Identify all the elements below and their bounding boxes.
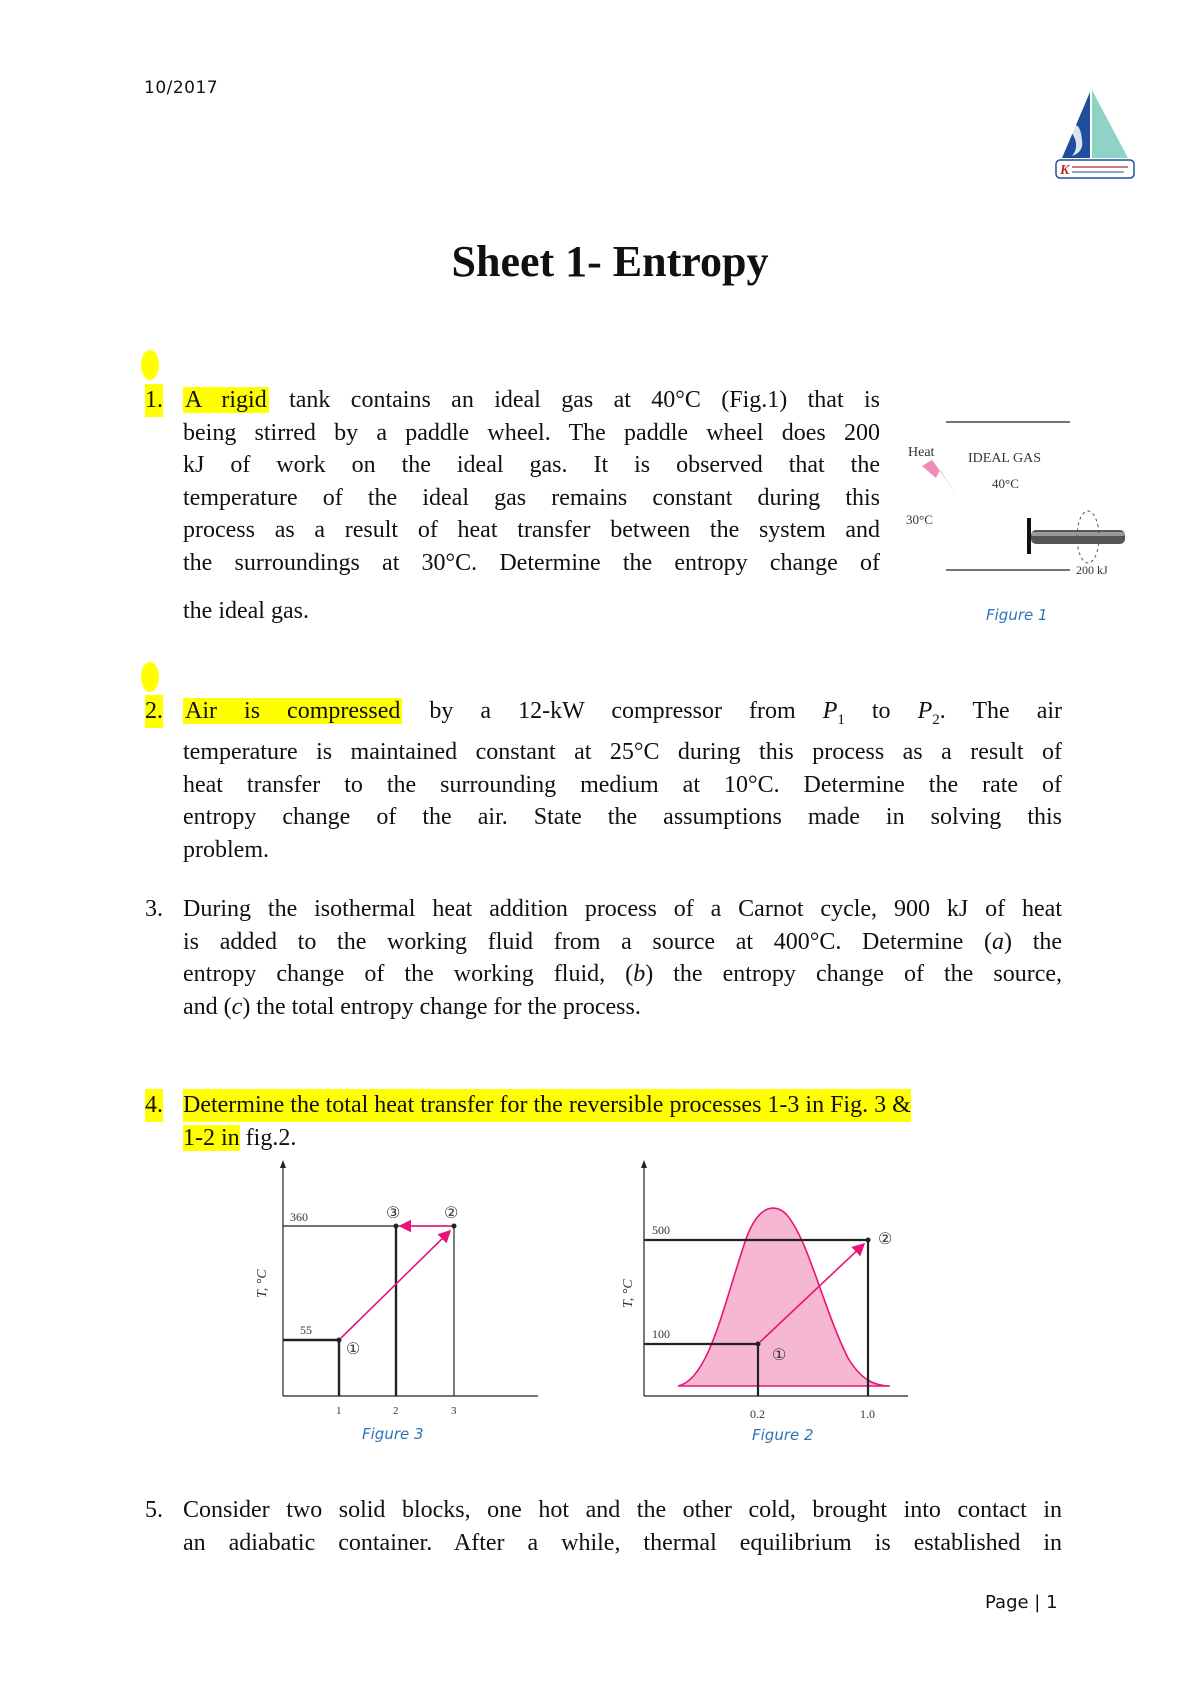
- question-line: the ideal gas.: [183, 598, 309, 624]
- variable-p: P: [917, 698, 933, 724]
- highlighted-text: A rigid: [185, 387, 267, 413]
- tick-label-500: 500: [652, 1223, 670, 1237]
- text-segment: ) the: [1004, 928, 1063, 955]
- question-number: 5.: [145, 1497, 163, 1523]
- question-line-highlighted: Determine the total heat transfer for the reversible processes 1-3 in Fig. 3 &: [183, 1089, 911, 1122]
- subscript: 2: [932, 711, 940, 728]
- tick-label-s1: 1: [336, 1405, 342, 1417]
- page-number: Page | 1: [985, 1592, 1058, 1613]
- question-line: heat transfer to the surrounding medium at 10°C. Determine the rate of: [183, 771, 1062, 798]
- state-2-label: ②: [878, 1231, 893, 1248]
- heat-label: Heat: [908, 445, 935, 460]
- institution-logo: [1052, 88, 1138, 188]
- subscript: 1: [837, 711, 845, 728]
- highlight-marker-q1: [141, 350, 159, 380]
- tick-label-s2: 2: [393, 1405, 399, 1417]
- figure-2-diagram: [608, 1158, 918, 1418]
- text-segment: ) the entropy change of the source,: [645, 961, 1062, 987]
- text-segment: ) the total entropy change for the process.: [242, 993, 641, 1020]
- question-line: [183, 926, 1062, 959]
- tick-label-1.0: 1.0: [860, 1407, 875, 1418]
- figure-3-caption: Figure 3: [362, 1425, 424, 1443]
- question-line: process as a result of heat transfer between the system and: [183, 517, 880, 543]
- question-number: 3.: [145, 896, 163, 922]
- sheet-title: Sheet 1- Entropy: [451, 237, 769, 286]
- figure-1-caption: Figure 1: [986, 606, 1048, 624]
- state-1-label: ①: [772, 1347, 787, 1364]
- part-label: c: [231, 993, 243, 1020]
- surroundings-temp-label: 30°C: [906, 512, 933, 527]
- text-segment: tank contains an ideal gas at 40°C (Fig.1) that is: [289, 387, 881, 413]
- question-line: problem.: [183, 836, 269, 863]
- tick-label-55: 55: [300, 1323, 312, 1337]
- tick-label-0.2: 0.2: [750, 1407, 765, 1418]
- question-number: 1.: [145, 384, 163, 417]
- question-line: During the isothermal heat addition process of a Carnot cycle, 900 kJ of heat: [183, 896, 1062, 922]
- question-line: the surroundings at 30°C. Determine the entropy change of: [183, 549, 880, 576]
- question-line: temperature of the ideal gas remains constant during this: [183, 484, 880, 511]
- text-segment: by a 12-kW compressor from: [429, 698, 796, 724]
- question-line: entropy change of the air. State the assumptions made in solving this: [183, 804, 1062, 831]
- variable-p: P: [822, 698, 838, 724]
- question-2: [145, 695, 1063, 866]
- highlighted-text: 1-2 in: [183, 1124, 240, 1151]
- question-number: 4.: [145, 1089, 163, 1122]
- question-3: [145, 893, 1063, 1023]
- question-line: Consider two solid blocks, one hot and the other cold, brought into contact in: [183, 1497, 1062, 1523]
- document-date: 10/2017: [144, 78, 219, 98]
- gas-label: IDEAL GAS: [968, 451, 1041, 466]
- question-line: [183, 695, 1062, 736]
- question-line: an adiabatic container. After a while, thermal equilibrium is established in: [183, 1529, 1062, 1556]
- work-label: 200 kJ: [1076, 563, 1108, 577]
- state-3-label: ③: [386, 1205, 401, 1222]
- gas-temp-label: 40°C: [992, 476, 1019, 491]
- text-segment: to: [871, 698, 891, 724]
- tick-label-360: 360: [290, 1210, 308, 1224]
- tick-label-s3: 3: [451, 1405, 457, 1417]
- figure-2-caption: Figure 2: [752, 1426, 814, 1444]
- text-segment: entropy change of the working fluid, (: [183, 961, 634, 987]
- figure-3-diagram: [238, 1158, 548, 1418]
- part-label: b: [633, 961, 646, 987]
- question-line: [183, 1122, 1062, 1155]
- part-label: a: [992, 928, 1005, 955]
- question-4: [145, 1089, 1062, 1154]
- heat-arrow: [922, 454, 956, 494]
- question-line: being stirred by a paddle wheel. The paddle wheel does 200: [183, 419, 880, 446]
- state-1-label: ①: [346, 1341, 361, 1358]
- text-segment: and (: [183, 993, 232, 1020]
- tick-label-100: 100: [652, 1327, 670, 1341]
- question-line: [183, 991, 1062, 1024]
- paddle-blade: [1027, 518, 1031, 554]
- y-axis-label: T, °C: [255, 1269, 270, 1298]
- question-1: [145, 384, 881, 628]
- highlighted-text: Air is compressed: [185, 698, 401, 724]
- text-segment: is added to the working fluid from a source at 400°C. Determine (: [183, 928, 993, 955]
- question-line: kJ of work on the ideal gas. It is observed that the: [183, 452, 880, 478]
- question-line: temperature is maintained constant at 25°C during this process as a result of: [183, 739, 1062, 766]
- state-2-label: ②: [444, 1205, 459, 1222]
- svg-text:K: K: [1060, 163, 1070, 178]
- question-line: [183, 384, 880, 417]
- question-number: 2.: [145, 695, 163, 728]
- question-5: [145, 1494, 1062, 1559]
- question-line: [183, 958, 1062, 991]
- text-segment: . The air: [939, 698, 1063, 724]
- figure-1-diagram: [900, 418, 1140, 578]
- highlight-marker-q2: [141, 662, 159, 692]
- y-axis-label: T, °C: [621, 1279, 636, 1308]
- text-segment: fig.2.: [245, 1124, 297, 1151]
